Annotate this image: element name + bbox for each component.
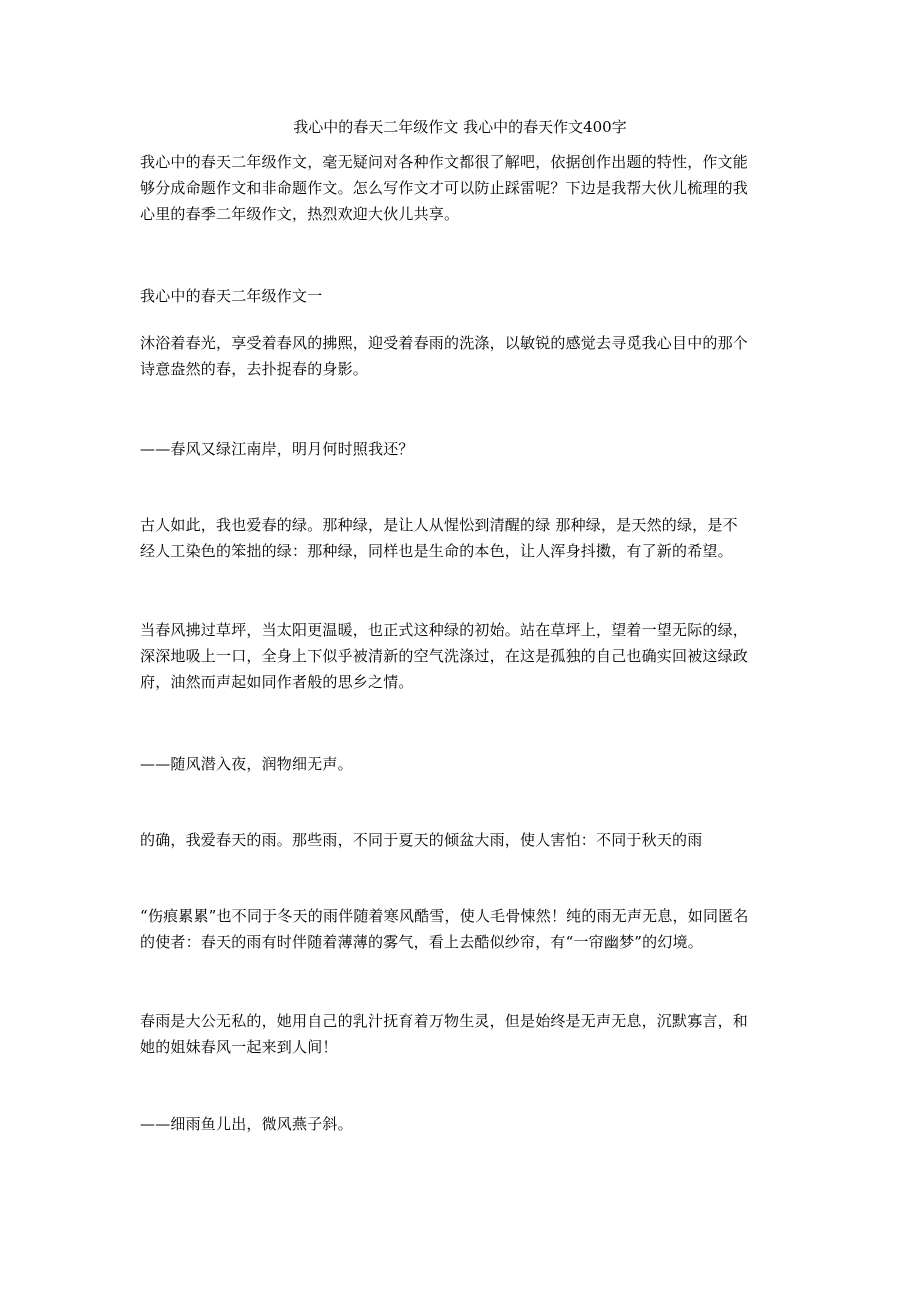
document-title: 我心中的春天二年级作文 我心中的春天作文400字 [293,118,627,136]
text-line: 沐浴着春光，享受着春风的拂熙，迎受着春雨的洗涤，以敏锐的感觉去寻觅我心目中的那个 [140,334,749,352]
text-line: 当春风拂过草坪，当太阳更温暖，也正式这种绿的初始。站在草坪上，望着一望无际的绿， [140,621,749,639]
text-line: 古人如此，我也爱春的绿。那种绿，是让人从惺忪到清醒的绿 那种绿，是天然的绿，是不 [140,516,738,534]
text-line: 诗意盎然的春，去扑捉春的身影。 [140,360,369,378]
paragraph [140,827,790,853]
text-line: 她的姐妹春风一起来到人间！ [140,1038,338,1056]
section-heading [140,283,790,309]
paragraph-intro [140,149,790,227]
paragraph [140,512,790,564]
text-line: 我心中的春天二年级作文一 [140,287,323,305]
text-line: 的使者：春天的雨有时伴随着薄薄的雾气，看上去酷似纱帘，有“一帘幽梦”的幻境。 [140,933,703,951]
quote-line [140,436,790,462]
paragraph [140,1008,790,1060]
text-line: ——春风又绿江南岸，明月何时照我还？ [140,440,414,458]
quote-line [140,751,790,777]
paragraph [140,330,790,382]
text-line: 经人工染色的笨拙的绿：那种绿，同样也是生命的本色，让人浑身抖擞，有了新的希望。 [140,542,733,560]
paragraph [140,903,790,955]
text-line: ——随风潜入夜，润物细无声。 [140,755,353,773]
text-line: 够分成命题作文和非命题作文。怎么写作文才可以防止踩雷呢？下边是我帮大伙儿梳理的我 [140,179,749,197]
paragraph [140,617,790,695]
text-line: 的确，我爱春天的雨。那些雨，不同于夏天的倾盆大雨，使人害怕：不同于秋天的雨 [140,831,703,849]
text-line: ——细雨鱼儿出，微风燕子斜。 [140,1115,353,1133]
text-line: 深深地吸上一口，全身上下似乎被清新的空气洗涤过，在这是孤独的自己也确实回被这绿政 [140,647,749,665]
text-line: 春雨是大公无私的，她用自己的乳汁抚育着万物生灵，但是始终是无声无息，沉默寡言，和 [140,1012,749,1030]
text-line: 心里的春季二年级作文，热烈欢迎大伙儿共享。 [140,205,460,223]
text-line: 府，油然而声起如同作者般的思乡之情。 [140,673,414,691]
text-line: 我心中的春天二年级作文，毫无疑问对各种作文都很了解吧，依据创作出题的特性，作文能 [140,153,749,171]
quote-line [140,1111,790,1137]
text-line: “伤痕累累”也不同于冬天的雨伴随着寒风酷雪，使人毛骨悚然！纯的雨无声无息，如同匿名 [140,907,749,925]
